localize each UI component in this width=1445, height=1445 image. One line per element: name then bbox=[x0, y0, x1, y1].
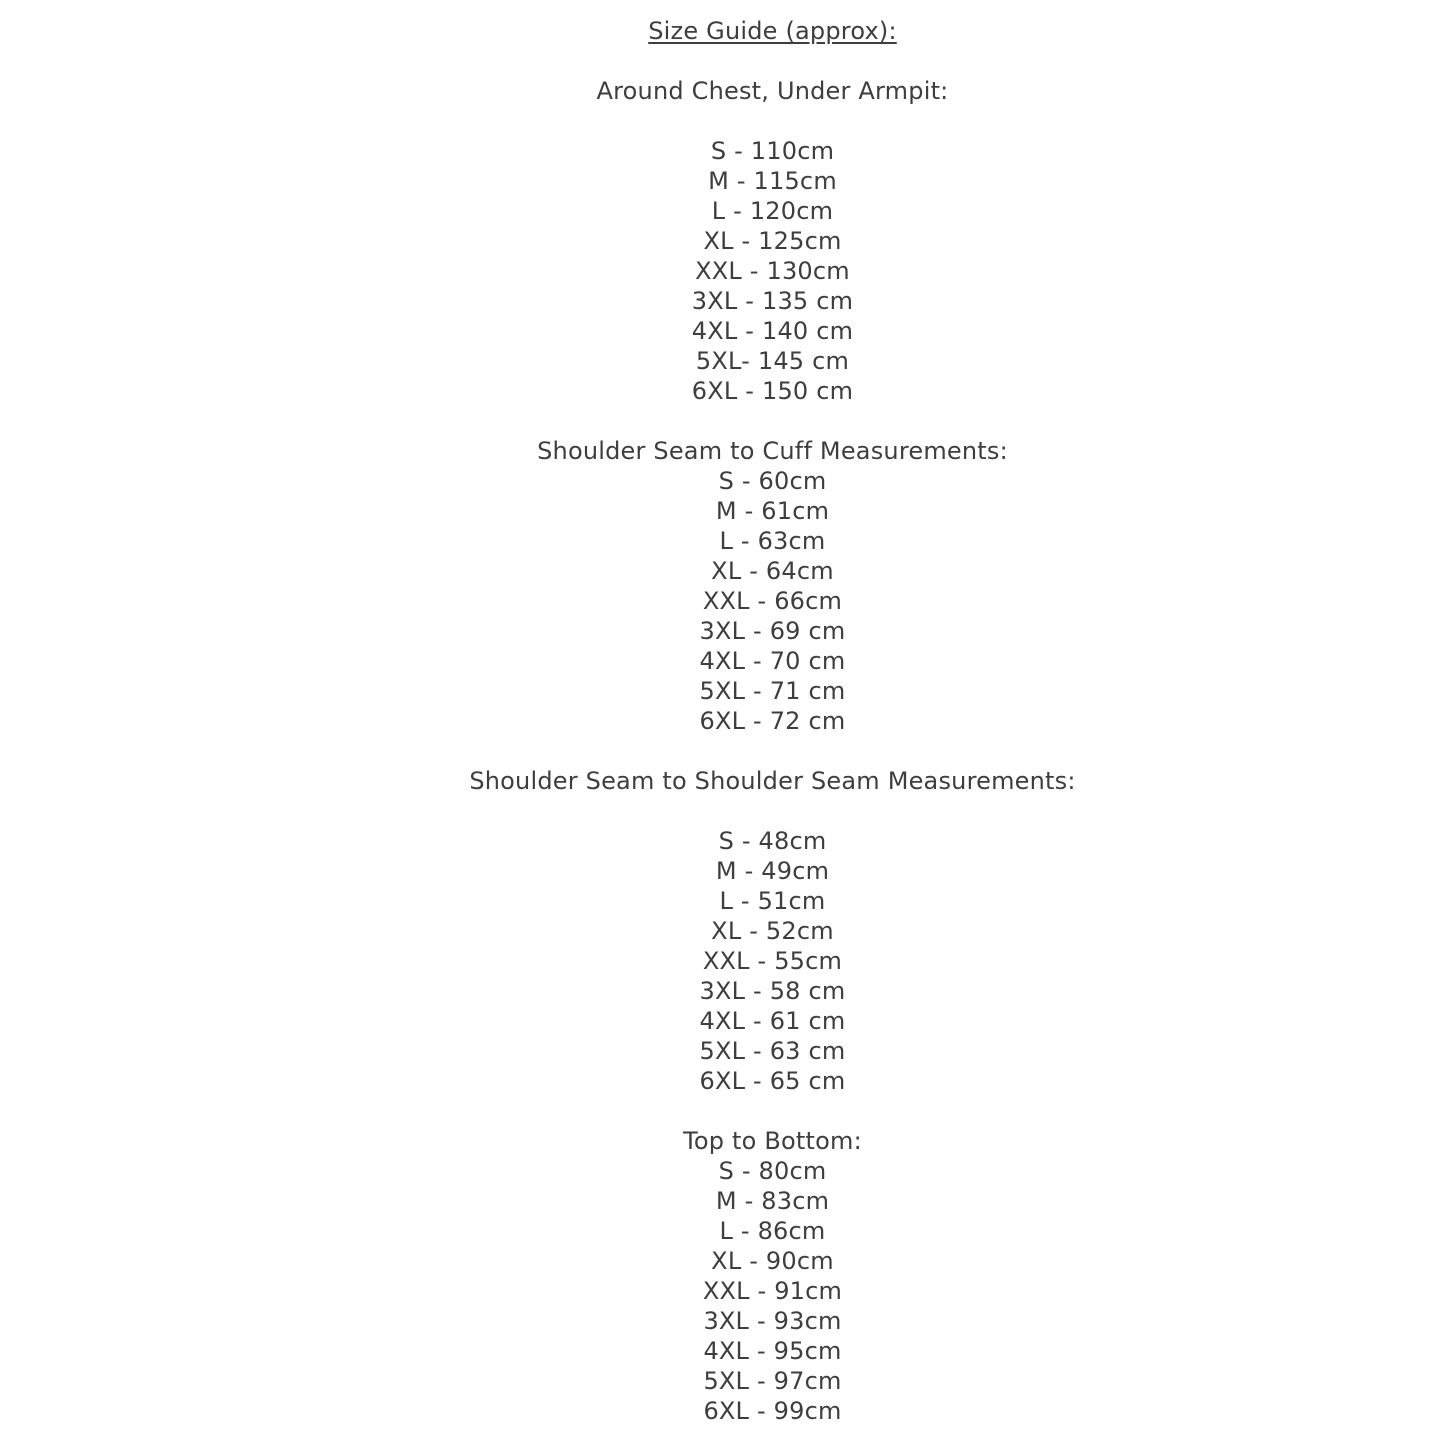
size-item: L - 86cm bbox=[719, 1217, 826, 1245]
size-item: XXL - 55cm bbox=[702, 947, 843, 975]
size-item: XXL - 66cm bbox=[702, 587, 843, 615]
blank-line bbox=[100, 736, 1445, 766]
size-item: 6XL - 150 cm bbox=[691, 377, 854, 405]
size-item: XL - 52cm bbox=[711, 917, 834, 945]
size-item: S - 60cm bbox=[718, 467, 827, 495]
blank-line bbox=[100, 406, 1445, 436]
size-item: XXL - 130cm bbox=[695, 257, 850, 285]
section-heading: Shoulder Seam to Cuff Measurements: bbox=[537, 437, 1008, 465]
size-item: 3XL - 58 cm bbox=[699, 977, 846, 1005]
size-item: XL - 64cm bbox=[711, 557, 834, 585]
blank-line bbox=[100, 46, 1445, 76]
size-item: 3XL - 93cm bbox=[703, 1307, 842, 1335]
size-item: 4XL - 70 cm bbox=[699, 647, 846, 675]
size-item: XL - 90cm bbox=[711, 1247, 834, 1275]
size-item: L - 51cm bbox=[719, 887, 826, 915]
section-heading: Around Chest, Under Armpit: bbox=[596, 77, 949, 105]
size-item: 4XL - 61 cm bbox=[699, 1007, 846, 1035]
size-item: L - 63cm bbox=[719, 527, 826, 555]
size-item: L - 120cm bbox=[711, 197, 834, 225]
size-item: XXL - 91cm bbox=[702, 1277, 843, 1305]
size-guide-document bbox=[100, 0, 1445, 1426]
size-item: 4XL - 140 cm bbox=[691, 317, 854, 345]
page-title: Size Guide (approx): bbox=[648, 17, 897, 45]
size-item: XL - 125cm bbox=[703, 227, 842, 255]
size-guide-sections bbox=[100, 76, 1445, 1426]
blank-line bbox=[100, 796, 1445, 826]
size-item: M - 61cm bbox=[715, 497, 830, 525]
blank-line bbox=[100, 1096, 1445, 1126]
size-item: S - 48cm bbox=[718, 827, 827, 855]
size-item: 6XL - 65 cm bbox=[699, 1067, 846, 1095]
size-item: S - 80cm bbox=[718, 1157, 827, 1185]
section-heading: Top to Bottom: bbox=[683, 1127, 862, 1155]
size-item: 4XL - 95cm bbox=[703, 1337, 842, 1365]
size-item: M - 115cm bbox=[708, 167, 837, 195]
size-item: 5XL - 97cm bbox=[703, 1367, 842, 1395]
size-item: 5XL - 71 cm bbox=[699, 677, 846, 705]
blank-line bbox=[100, 106, 1445, 136]
size-item: 6XL - 72 cm bbox=[699, 707, 846, 735]
size-item: 5XL - 63 cm bbox=[699, 1037, 846, 1065]
size-item: M - 83cm bbox=[715, 1187, 830, 1215]
size-item: 3XL - 135 cm bbox=[691, 287, 854, 315]
size-item: 6XL - 99cm bbox=[703, 1397, 842, 1425]
size-item: 3XL - 69 cm bbox=[699, 617, 846, 645]
size-item: M - 49cm bbox=[715, 857, 830, 885]
size-item: 5XL- 145 cm bbox=[695, 347, 850, 375]
size-item: S - 110cm bbox=[710, 137, 835, 165]
section-heading: Shoulder Seam to Shoulder Seam Measurements: bbox=[469, 767, 1076, 795]
